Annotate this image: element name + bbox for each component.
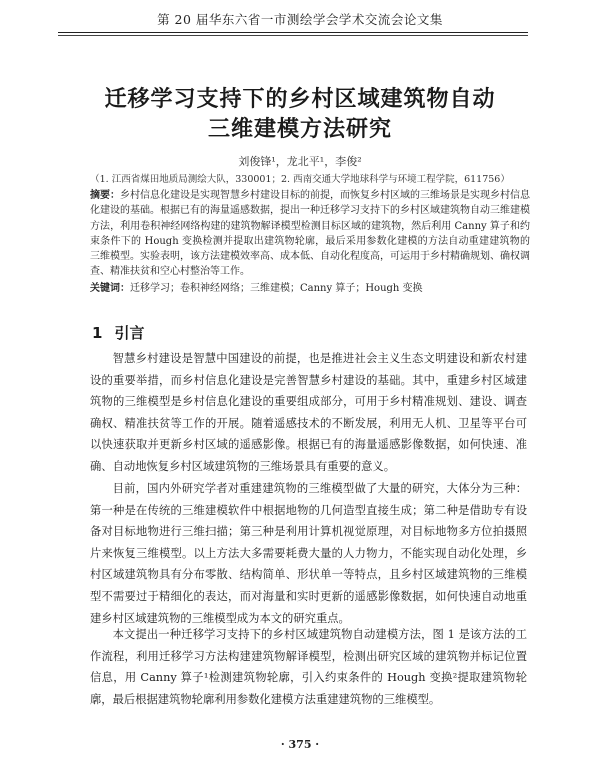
keywords-text: 迁移学习；卷积神经网络；三维建模；Canny 算子；Hough 变换	[130, 283, 423, 294]
keywords-label: 关键词：	[90, 283, 130, 294]
keywords	[90, 281, 530, 296]
body-paragraph-2: 目前，国内外研究学者对重建建筑物的三维模型做了大量的研究，大体分为三种：第一种是在传统的三维建模软件中根据地物的几何造型直接生成；第二种是借助专有设备对目标地物进行三维扫描；第三种是利用计算机视觉原理，对目标地物多方位拍摄照片来恢复三维模型。以上方法大多需要耗费大量的人力物力，不能实现自动化处理，乡村区域建筑物具有分布零散、结构简单、形状单一等特点，且乡村区域建筑物的三维模型不需要过于精细化的表达，而对海量和实时更新的遥感影像数据，如何快速自动地重建乡村区域建筑物的三维模型成为本文的研究重点。	[90, 482, 527, 625]
abstract-text: 乡村信息化建设是实现智慧乡村建设目标的前提，而恢复乡村区域的三维场景是实现乡村信息化建设的基础。根据已有的海量遥感数据，提出一种迁移学习支持下的乡村区域建筑物自动三维建模方法，利用卷积神经网络构建的建筑物解译模型检测目标区域的建筑物，然后利用 Canny 算子和约束条件下的 Hough 变换检测并提取出建筑物轮廓，最后采用参数化建模的方法自动重建建筑物的三维模型。实验表明，该方法建模效率高、成本低、自动化程度高，可运用于乡村精确规划、确权调查、精准扶贫和空心村整治等工作。	[90, 190, 530, 278]
abstract-label: 摘要：	[90, 190, 120, 201]
section-number: 1	[92, 324, 103, 342]
body-paragraph-1: 智慧乡村建设是智慧中国建设的前提，也是推进社会主义生态文明建设和新农村建设的重要举措，而乡村信息化建设是完善智慧乡村建设的基础。其中，重建乡村区域建筑物的三维模型是乡村信息化建设的重要组成部分，可用于乡村精准规划、建设、调查确权、精准扶贫等工作的开展。随着遥感技术的不断发展，利用无人机、卫星等平台可以快速获取并更新乡村区域的遥感影像。根据已有的海量遥感影像数据，如何快速、准确、自动地恢复乡村区域建筑物的三维场景具有重要的意义。	[90, 352, 527, 473]
abstract	[90, 188, 530, 280]
paper-title-line-2: 三维建模方法研究	[207, 117, 392, 142]
paper-title-line-1: 迁移学习支持下的乡村区域建筑物自动	[104, 87, 496, 112]
header-rule-thick	[58, 32, 528, 33]
running-header: 第 20 届华东六省一市测绘学会学术交流会论文集	[157, 12, 443, 27]
section-title: 引言	[114, 324, 145, 342]
body-paragraph-3: 本文提出一种迁移学习支持下的乡村区域建筑物自动建模方法，图 1 是该方法的工作流程，利用迁移学习方法构建建筑物解译模型，检测出研究区域的建筑物并标记位置信息，用 Canny 算子¹检测建筑物轮廓，引入约束条件的 Hough 变换²提取建筑物轮廓，最后根据建筑物轮廓利用参数化建模方法重建建筑物的三维模型。	[90, 628, 527, 706]
authors: 刘俊锋¹，龙北平¹，李俊²	[238, 155, 362, 168]
header-rule-thin	[58, 35, 528, 36]
section-heading	[92, 322, 144, 343]
page-number: · 375 ·	[280, 738, 320, 751]
affiliation: （1. 江西省煤田地质局测绘大队，330001；2. 西南交通大学地球科学与环境工程学院，611756）	[90, 174, 510, 185]
